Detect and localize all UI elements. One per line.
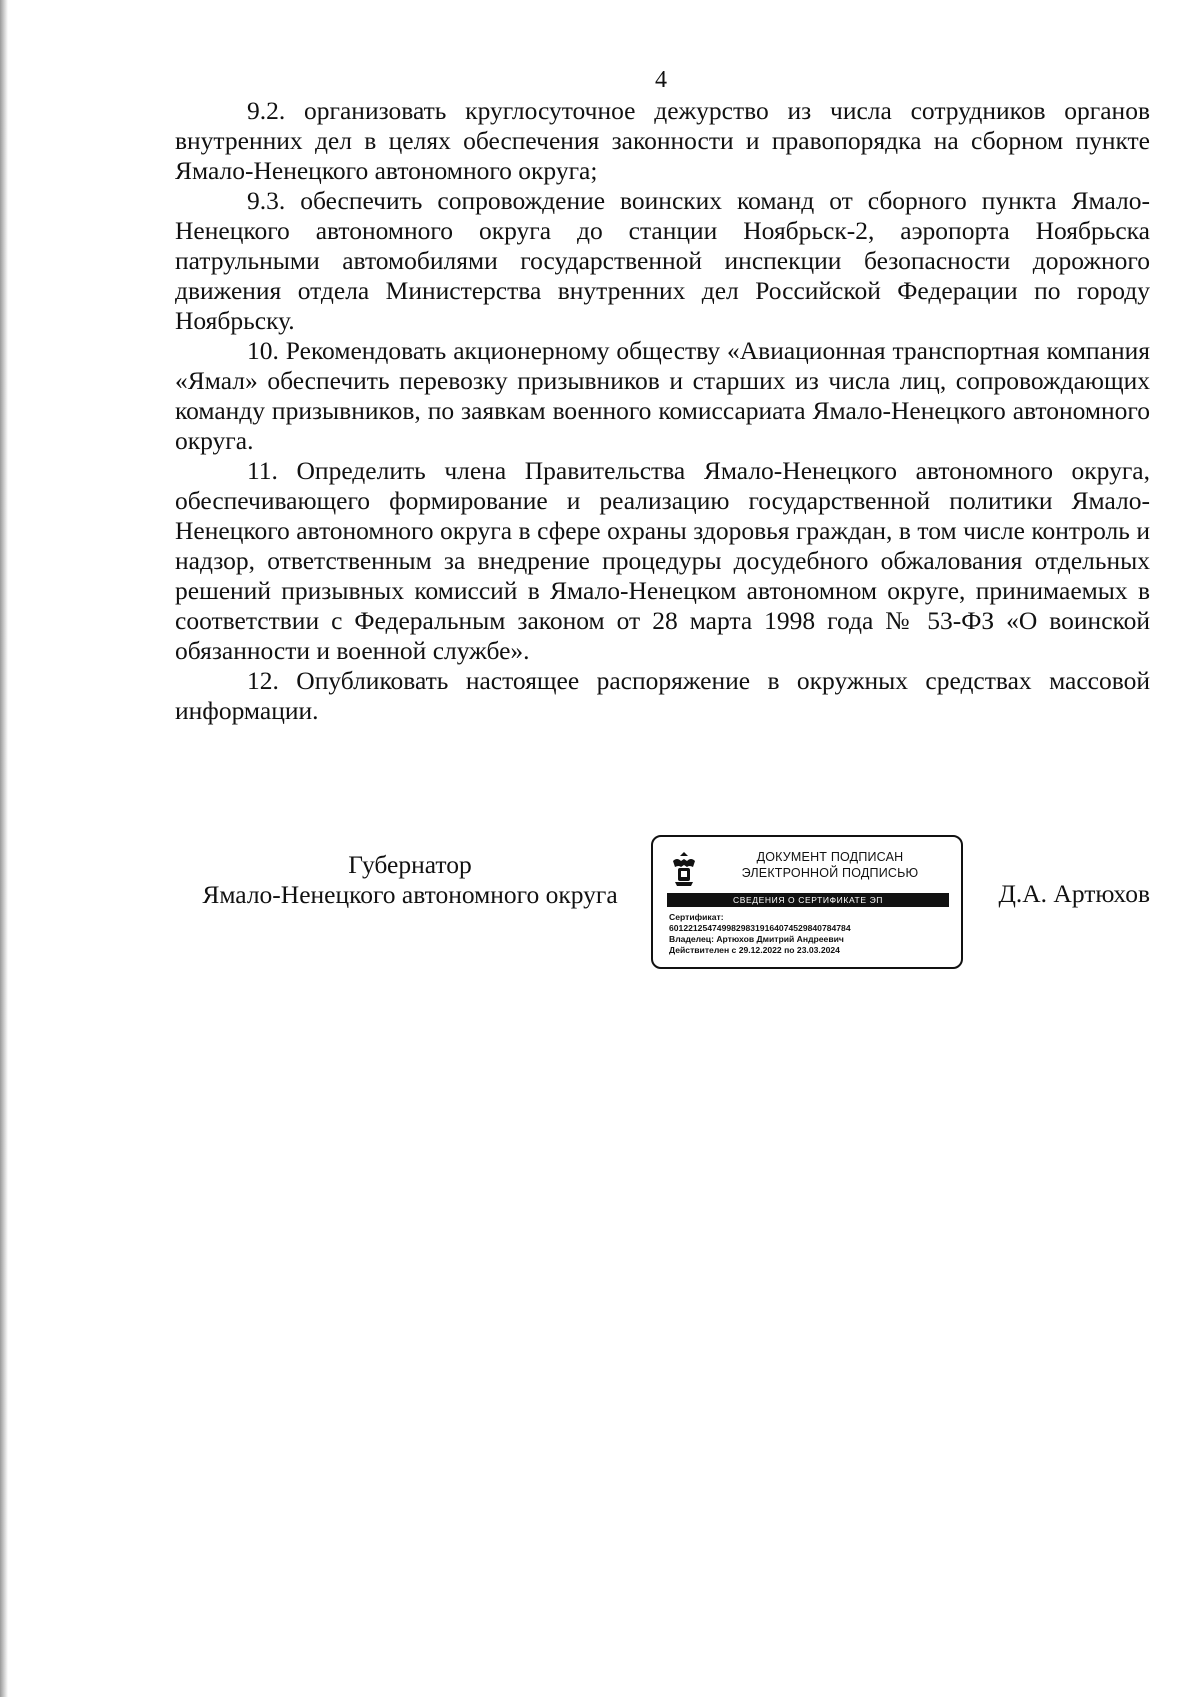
signatory-title	[175, 850, 645, 910]
stamp-header	[705, 849, 955, 881]
signatory-title-line1: Губернатор	[348, 850, 472, 879]
signatory-title-line2: Ямало-Ненецкого автономного округа	[202, 880, 618, 909]
certificate-owner: Владелец: Артюхов Дмитрий Андреевич	[669, 934, 844, 944]
paragraph-11: 11. Определить члена Правительства Ямало-Ненецкого автономного округа, обеспечивающего формирование и реализацию государственной политики Ямало-Ненецкого автономного округа в сфере охраны здоровья граждан, в том числе контроль и надзор, ответственным за внедрение процедуры досудебного обжалования отдельных решений призывных комиссий в Ямало-Ненецком автономном округе, принимаемых в соответствии с Федеральным законом от 28 марта 1998 года № 53-ФЗ «О воинской обязанности и военной службе».	[175, 456, 1150, 665]
page-number: 4	[655, 67, 667, 93]
signatory-name: Д.А. Артюхов	[998, 879, 1150, 908]
paragraph-12: 12. Опубликовать настоящее распоряжение в окружных средствах массовой информации.	[175, 666, 1150, 725]
paragraph-9-2: 9.2. организовать круглосуточное дежурство из числа сотрудников органов внутренних дел в целях обеспечения законности и правопорядка на сборном пункте Ямало-Ненецкого автономного округа;	[175, 96, 1150, 185]
scan-edge-shadow	[0, 0, 8, 1697]
paragraph-9-3: 9.3. обеспечить сопровождение воинских команд от сборного пункта Ямало-Ненецкого автономного округа до станции Ноябрьск-2, аэропорта Ноябрьска патрульными автомобилями государственной инспекции безопасности дорожного движения отдела Министерства внутренних дел Российской Федерации по городу Ноябрьску.	[175, 186, 1150, 335]
certificate-info-bar: СВЕДЕНИЯ О СЕРТИФИКАТЕ ЭП	[667, 893, 949, 907]
paragraph-10: 10. Рекомендовать акционерному обществу «Авиационная транспортная компания «Ямал» обеспечить перевозку призывников и старших из числа лиц, сопровождающих команду призывников, по заявкам военного комиссариата Ямало-Ненецкого автономного округа.	[175, 336, 1150, 455]
electronic-signature-stamp	[651, 835, 963, 969]
certificate-validity: Действителен с 29.12.2022 по 23.03.2024	[669, 945, 840, 955]
coat-of-arms-icon	[669, 849, 699, 889]
stamp-header-line2: ЭЛЕКТРОННОЙ ПОДПИСЬЮ	[741, 866, 919, 880]
signature-block	[175, 835, 1150, 975]
document-body	[175, 96, 1150, 726]
certificate-number: 6012212547499829831916407452984078478​4	[669, 923, 851, 933]
stamp-header-line1: ДОКУМЕНТ ПОДПИСАН	[756, 850, 904, 864]
certificate-label: Сертификат:	[669, 912, 724, 922]
certificate-details	[669, 912, 959, 956]
